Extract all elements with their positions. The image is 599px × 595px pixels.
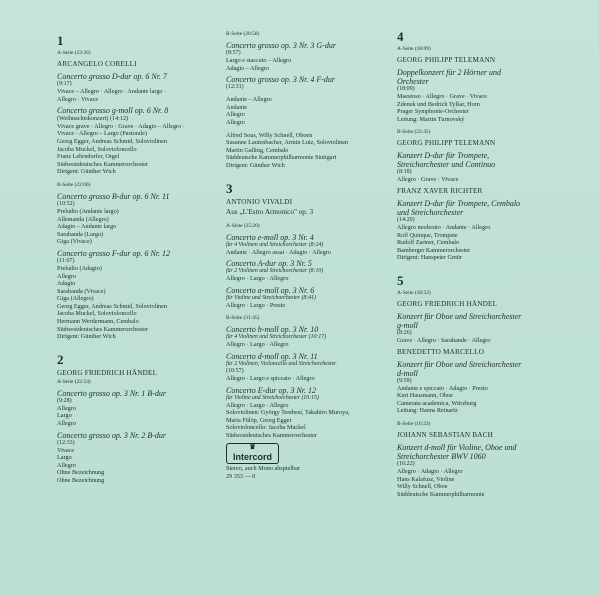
side-a-label: A-Seite (25:20) <box>226 222 260 229</box>
performer: Solovioloncello: Jacoba Muckel <box>226 424 306 432</box>
record-number-2: 2 <box>57 351 64 367</box>
performer: Bamberger Kammerorchester <box>397 246 471 254</box>
performer: Süddeutsche Kammerphilharmonie Stuttgart <box>226 154 337 162</box>
performer: Alfred Sous, Willy Schnell, Oboen <box>226 131 313 139</box>
work-title-cont: Streichorchester und Continuo <box>397 160 496 170</box>
movement: Adagio – Andante largo <box>57 223 117 231</box>
movement: Allegro <box>57 461 76 469</box>
work-title: Concerto E-dur op. 3 Nr. 12 <box>226 385 316 395</box>
duration: (12:33) <box>57 439 75 446</box>
work-title-cont: Streichorchester BWV 1060 <box>397 451 486 461</box>
conductor: Leitung: Hanns Reinartz <box>397 407 458 415</box>
column-2 <box>226 30 391 481</box>
performer: Südwestdeutsches Kammerorchester <box>57 325 148 333</box>
performer: Willy Schnell, Oboe <box>397 483 448 491</box>
duration: (8:57) <box>226 50 241 56</box>
movements: Allegro moderato · Andante · Allegro <box>397 223 491 231</box>
duration: (9:28) <box>57 397 72 404</box>
movement: Adagio <box>57 280 76 288</box>
work-title: Concerto grosso op. 3 Nr. 1 B-dur <box>57 388 167 398</box>
duration: (9:17) <box>57 81 72 87</box>
column-1 <box>57 34 217 485</box>
performer: Rolf Quinque, Trompete <box>397 231 458 239</box>
crown-icon: ♛ <box>249 444 256 452</box>
movements: Allegro · Grave · Vivace <box>397 176 459 184</box>
conductor: Dirigent: Günther Wich <box>226 161 285 169</box>
work-subtitle: (Weihnachtskonzert) (14:12) <box>57 115 129 123</box>
movements: Vivace grave · Allegro · Grave · Adagio – Allegro · <box>57 122 185 130</box>
side-a-label: A-Seite (18:09) <box>397 46 431 52</box>
work-title: Concerto A-dur op. 3 Nr. 5 <box>226 259 312 269</box>
composer-name: GEORG FRIEDRICH HÄNDEL <box>397 299 498 308</box>
performer: Maria Fülöp, Georg Egger <box>226 416 292 424</box>
work-title: Konzert D-dur für Trompete, Cembalo <box>397 198 521 208</box>
movements: Vivace – Allegro · Allegro · Andante largo · <box>57 88 167 95</box>
work-collection: Aus „L'Estro Armonico" op. 3 <box>226 207 314 216</box>
performer: Südwestdeutsches Kammerorchester <box>57 160 148 168</box>
movement: Ohne Bezeichnung <box>57 477 105 484</box>
movements: Allegro · Largo · Allegro <box>226 341 289 349</box>
composer-name: JOHANN SEBASTIAN BACH <box>397 430 494 439</box>
work-subtitle: für 2 Violinen, Violoncello und Streichorchester <box>226 360 337 367</box>
work-title: Concerto grosso F-dur op. 6 Nr. 12 <box>57 248 171 258</box>
side-b-label: B-Seite (22:06) <box>57 181 91 188</box>
side-b-label: B-Seite (22:45) <box>397 129 431 136</box>
work-title: Concerto grosso B-dur op. 6 Nr. 11 <box>57 191 170 201</box>
work-subtitle: für 4 Violinen und Streichorchester (8:24) <box>226 241 324 248</box>
record-number-1: 1 <box>57 33 64 48</box>
movements: Maestoso · Allegro · Grave · Vivace <box>397 93 487 100</box>
work-title: Concerto grosso op. 3 Nr. 2 B-dur <box>57 430 167 440</box>
record-number-5: 5 <box>397 272 404 288</box>
performer: Kurt Hausmann, Oboe <box>397 392 453 400</box>
side-a-label: A-Seite (23:36) <box>57 50 91 56</box>
movement: Giga (Vivace) <box>57 238 92 246</box>
movement: Sarabanda (Vivace) <box>57 287 106 295</box>
performer: Martin Galling, Cembalo <box>226 146 289 154</box>
composer-name: GEORG PHILIPP TELEMANN <box>397 139 496 148</box>
composer-name: ANTONIO VIVALDI <box>226 197 293 206</box>
movements: Allegro · Largo · Allegro <box>226 401 289 409</box>
work-title: Concerto grosso D-dur op. 6 Nr. 7 <box>57 72 167 81</box>
performer: Georg Egger, Andreas Schmid, Soloviolinen <box>57 302 167 310</box>
movements: Grave · Allegro · Sarabande · Allegro <box>397 336 491 344</box>
movement: Largo <box>57 454 72 462</box>
work-title-cont: und Streichorchester <box>397 207 464 217</box>
work-title: Concerto e-moll op. 3 Nr. 4 <box>226 232 314 242</box>
conductor: Leitung: Martin Turnovský <box>397 115 465 123</box>
work-title: Doppelkonzert für 2 Hörner und <box>397 68 501 77</box>
record-number-4: 4 <box>397 29 404 44</box>
duration: (11:07) <box>57 257 75 264</box>
composer-name: FRANZ XAVER RICHTER <box>397 186 483 195</box>
duration: (10:57) <box>226 367 244 374</box>
performer: Susanne Lautenbacher, Armin Lutz, Soloviolinen <box>226 139 349 147</box>
movements: Andante · Allegro assai · Adagio · Allegro <box>226 248 331 256</box>
work-title: Concerto h-moll op. 3 Nr. 10 <box>226 325 319 335</box>
performer: Soloviolinen: György Terebesi, Takahiro Muroya, <box>226 409 350 417</box>
movements: Allegro · Largo · Presto <box>226 301 286 309</box>
performer: Zdenek und Bedrich Tylšar, Horn <box>397 100 480 108</box>
movement: Allemanda (Allegro) <box>57 215 109 223</box>
performer: Camerata academica, Würzburg <box>397 399 477 407</box>
movement: Allegro <box>226 118 245 126</box>
performer: Rudolf Zartner, Cembalo <box>397 239 460 247</box>
movement: Vivace <box>57 446 75 454</box>
duration: (8:26) <box>397 329 412 336</box>
performer: Hermann Werdermann, Cembalo <box>57 318 139 326</box>
work-title: Konzert d-moll für Violine, Oboe und <box>397 442 517 452</box>
catalog-number: 29 353 — 0 <box>226 473 256 481</box>
movement: Preludio (Adagio) <box>57 264 102 272</box>
movements: Allegro · Vivace <box>57 95 99 103</box>
duration: (14:20) <box>397 216 415 223</box>
intercord-logo <box>226 443 279 464</box>
duration: (12:31) <box>226 84 244 91</box>
movements: Allegro · Largo e spiccato · Allegro <box>226 374 315 382</box>
composer-name: BENEDETTO MARCELLO <box>397 347 485 356</box>
performer: Süddeutsche Kammerphilharmonie <box>397 490 485 498</box>
work-subtitle: für Violine und Streichorchester (8:41) <box>226 294 316 301</box>
work-title-cont: d-moll <box>397 368 418 378</box>
movement: Allegro <box>57 272 76 280</box>
movements: Andante e spiccato · Adagio · Presto <box>397 384 488 392</box>
work-title: Concerto grosso op. 3 Nr. 3 G-dur <box>226 41 336 50</box>
stereo-note: Stereo, auch Mono abspielbar <box>226 465 300 473</box>
performer: Jacoba Muckel, Solovioloncello <box>57 145 137 153</box>
side-a-label: A-Seite (18:32) <box>397 289 431 296</box>
side-b-label: B-Seite (16:22) <box>397 420 431 427</box>
work-title-cont: g-moll <box>397 320 418 330</box>
composer-name: ARCANGELO CORELLI <box>57 60 137 68</box>
movement: Giga (Allegro) <box>57 295 94 303</box>
work-title: Concerto a-moll op. 3 Nr. 6 <box>226 285 315 295</box>
logo-text: Intercord <box>233 452 273 463</box>
performer: Jacoba Muckel, Solovioloncello <box>57 310 137 318</box>
movement: Adagio – Allegro <box>226 64 269 72</box>
duration: (10:52) <box>57 200 75 207</box>
work-title: Konzert für Oboe und Streichorchester <box>397 311 522 321</box>
work-title: Concerto grosso op. 3 Nr. 4 F-dur <box>226 75 336 85</box>
conductor: Dirigent: Hanspeter Gmür <box>397 254 462 262</box>
conductor: Dirigent: Günther Wich <box>57 333 116 341</box>
performer: Hans Kalafusz, Violine <box>397 475 455 483</box>
movement: Largo e staccato – Allegro <box>226 57 292 64</box>
movement: Largo <box>57 412 72 420</box>
composer-name: GEORG PHILIPP TELEMANN <box>397 56 496 64</box>
movement: Ohne Bezeichnung <box>57 469 105 477</box>
movement: Andante <box>226 103 247 111</box>
duration: (8:18) <box>397 169 412 176</box>
conductor: Dirigent: Günther Wich <box>57 168 116 176</box>
work-title: Concerto grosso g-moll op. 6 Nr. 8 <box>57 106 169 116</box>
performer: Franz Lehrndorfer, Orgel <box>57 153 120 161</box>
movements: Allegro · Largo · Allegro <box>226 275 289 283</box>
work-subtitle: für 2 Violinen und Streichorchester (8:10) <box>226 268 324 275</box>
movement: Sarabanda (Largo) <box>57 230 104 238</box>
side-a-label: A-Seite (22:24) <box>57 378 91 385</box>
movement: Allegro <box>57 404 76 412</box>
side-b-label: B-Seite (20:58) <box>226 31 260 37</box>
duration: (18:09) <box>397 86 415 92</box>
movement: Allegro <box>57 420 76 428</box>
composer-name: GEORG FRIEDRICH HÄNDEL <box>57 368 158 377</box>
work-title: Konzert für Oboe und Streichorchester <box>397 359 522 369</box>
performer: Südwestdeutsches Kammerorchester <box>226 431 317 439</box>
record-number-3: 3 <box>226 180 233 196</box>
work-subtitle: für Violine und Streichorchester (10:15) <box>226 394 319 401</box>
movement: Allegro <box>226 111 245 119</box>
performer: Georg Egger, Andreas Schmid, Soloviolinen <box>57 137 167 145</box>
movement: Preludio (Andante largo) <box>57 207 119 215</box>
work-title: Concerto d-moll op. 3 Nr. 11 <box>226 351 318 361</box>
side-b-label: B-Seite (31:45) <box>226 315 260 322</box>
movement: Andante – Allegro <box>226 96 272 104</box>
movements: Vivace · Allegro – Largo (Pastorale) <box>57 130 148 138</box>
work-title-cont: Orchester <box>397 77 429 86</box>
duration: (9:59) <box>397 377 412 384</box>
work-title: Konzert D-dur für Trompete, <box>397 151 490 161</box>
column-3 <box>397 30 592 498</box>
movements: Allegro · Adagio · Allegro <box>397 467 463 475</box>
performer: Prager Symphonie-Orchester <box>397 108 469 116</box>
work-subtitle: für 4 Violinen und Streichorchester (10:17) <box>226 334 327 341</box>
duration: (16:22) <box>397 460 415 467</box>
